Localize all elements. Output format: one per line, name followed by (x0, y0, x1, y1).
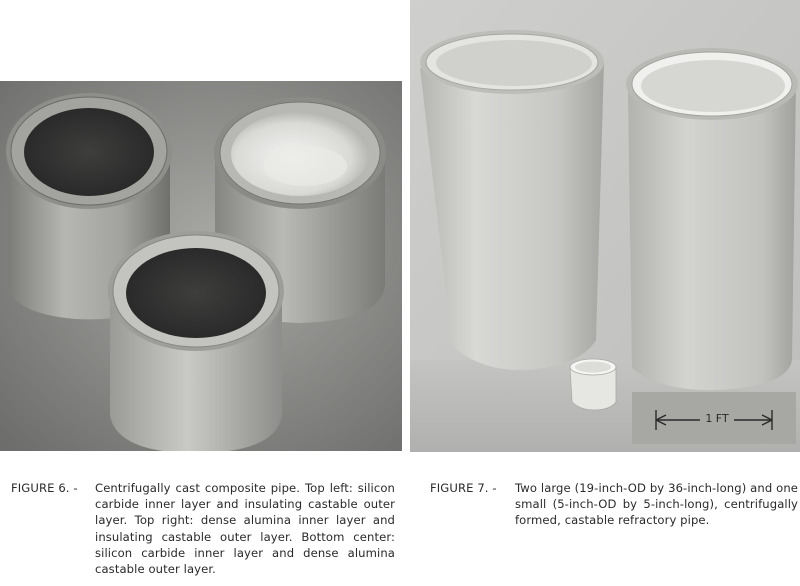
figure-6-image (0, 81, 402, 451)
small-pipe (570, 359, 616, 410)
figure-6-caption (11, 480, 396, 580)
scale-marker-card (632, 392, 796, 444)
figure-6-label: FIGURE 6. - (11, 481, 78, 495)
figure-7-caption-text: Two large (19-inch-OD by 36-inch-long) and one small (5-inch-OD by 5-inch-long), centrifugally formed, castable refractory pipe. (515, 481, 798, 528)
figure-7-label: FIGURE 7. - (430, 481, 497, 495)
pipe-bottom-center (108, 231, 284, 451)
scale-marker-label: 1 FT (705, 412, 729, 425)
figure-7-image (410, 0, 800, 452)
large-pipe-right (626, 48, 798, 390)
figure-7-caption (430, 480, 800, 540)
figure-6-caption-text: Centrifugally cast composite pipe. Top left: silicon carbide inner layer and insulating castable outer layer. Top right: dense alumina inner layer and insulating castable outer layer. Bottom center: silicon carbide inner layer and dense alumina castable outer layer. (95, 481, 395, 577)
figure-7-photo (410, 0, 800, 452)
figure-6-photo (0, 81, 402, 451)
